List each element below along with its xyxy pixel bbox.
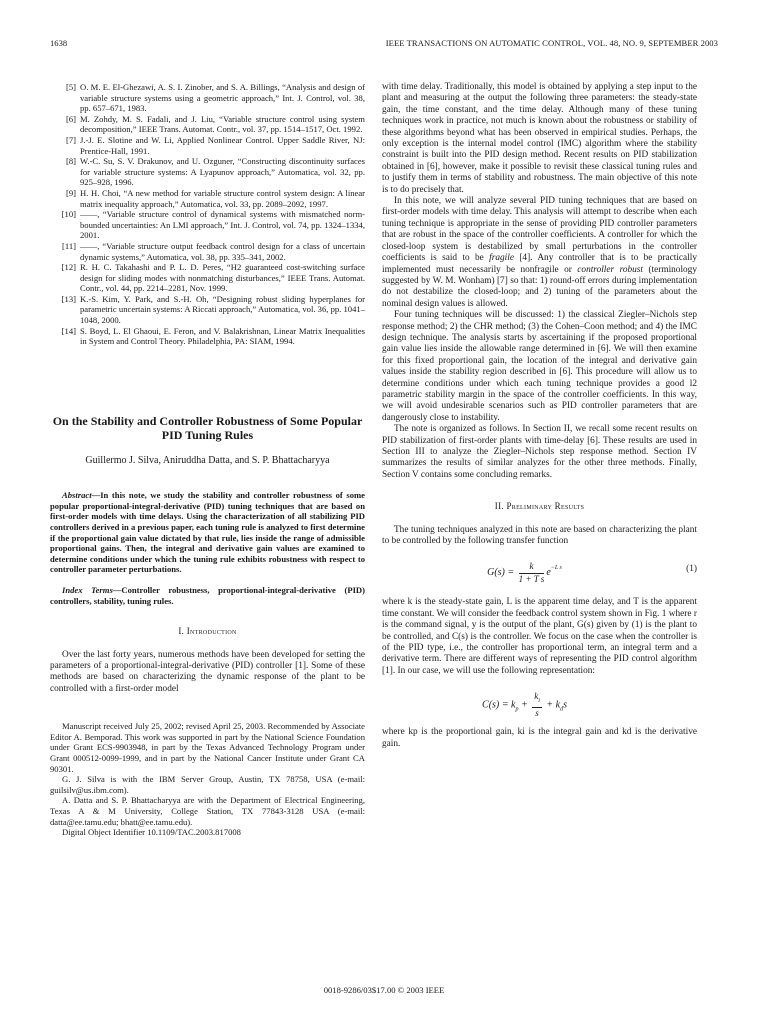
intro-paragraph: Over the last forty years, numerous methods have been developed for setting the parameters of a proportional-integral-derivative (PID) controller [1]. Some of these methods are based on characterizing the dynamic response of the plant to be controlled with a first-order model [50,649,365,694]
reference-list [50,82,365,347]
section-heading: II. Preliminary Results [494,501,585,512]
index-terms-label: Index Terms— [62,585,122,595]
footnotes [50,721,365,838]
index-terms-text: Controller robustness, proportional-integral-derivative (PID) controllers, stability, tuning rules. [50,585,366,606]
equation-body: $C(s) = k_p$ + $\frac{k_i}{s}$ + $k_ds$ [482,691,567,719]
reference-item: [6] M. Zohdy, M. S. Fadali, and J. Liu, “Variable structure control using system decomposition,” IEEE Trans. Automat. Contr., vol. 37, pp. 1514–1517, Oct. 1992. [65,113,365,135]
equation-2 [382,685,697,719]
reference-item: [14] S. Boyd, L. El Ghaoui, E. Feron, and V. Balakrishnan, Linear Matrix Inequalities in System and Control Theory. Philadelphia, PA: SIAM, 1994. [61,325,365,347]
page-header [50,38,718,52]
reference-item: [10] ——, “Variable structure control of dynamical systems with mismatched norm-bounded uncertainties: An LMI approach,” Int. J. Control, vol. 74, pp. 1324–1334, 2001. [61,209,365,241]
reference-item: [11] ——, “Variable structure output feedback control design for a class of uncertain dynamic systems,” Automatica, vol. 38, pp. 335–341, 2002. [62,240,365,262]
page-number: 1638 [50,38,68,48]
body-paragraph: In this note, we will analyze several PID tuning techniques that are based on first-order models with time delay. This analysis will attempt to describe when each tuning technique is appropriate in the sense of providing PID controller parameters that are robust in the space of the controller coefficients. A controller for which the closed-loop system is destabilized by small perturbations in the controller coefficients is said to be fragile [4]. Any controller that is to be practically implemented must necessarily be nonfragile or controller robust (terminology suggested by W. M. Wonham) [7] so that: 1) round-off errors during implementation do not destabilize the closed-loop; and 2) tuning of the parameters about the nominal design values is allowed. [382,196,698,309]
journal-header: IEEE TRANSACTIONS ON AUTOMATIC CONTROL, VOL. 48, NO. 9, SEPTEMBER 2003 [385,38,718,48]
abstract-text: In this note, we study the stability and controller robustness of some popular proportional-integral-derivative (PID) tuning techniques that are based on first-order models with time delays. Using the characterization of all stabilizing PID controllers derived in a previous paper, each tuning rule is analyzed to first determine if the proportional gain value dictated by that rule, lies inside the range of admissible proportional gains. Then, the integral and derivative gain values are examined to determine conditions under which the tuning rule exhibits robustness with respect to controller parameter perturbations. [50,490,365,575]
left-column [50,82,365,838]
footnote: Manuscript received July 25, 2002; revised April 25, 2003. Recommended by Associate Editor A. Bemporad. This work was supported in part by the National Science Foundation under Grant ECS-9903948, in part by the Texas Advanced Technology Program under Grant 000512-0099-1999, and in part by the National Cancer Institute under Grant CA 90301. [50,721,365,774]
abstract-label: Abstract— [62,490,101,501]
equation-number: (1) [686,564,697,575]
equation-1 [382,555,697,589]
section-heading: I. Introduction [178,626,237,637]
footnote: G. J. Silva is with the IBM Server Group, Austin, TX 78758, USA (e-mail: guilsilv@us.ibm.com). [50,774,365,795]
body-paragraph: where k is the steady-state gain, L is the apparent time delay, and T is the apparent time constant. We will consider the feedback control system shown in Fig. 1 where r is the command signal, y is the output of the plant, G(s) given by (1) is the plant to be controlled, and C(s) is the controller. We focus on the case when the controller is of the PID type, i.e., the controller has proportional term, an integral term and a derivative term. There are different ways of representing the PID control algorithm [1]. In our case, we will use the following representation: [382,597,697,676]
footnote: A. Datta and S. P. Bhattacharyya are with the Department of Electrical Engineering, Texas A & M University, College Station, TX 77843-3128 USA (e-mail: datta@ee.tamu.edu; bhatt@ee.tamu.edu). [50,795,365,827]
body-paragraph: where kp is the proportional gain, ki is the integral gain and kd is the derivative gain. [382,727,697,749]
reference-item: [8] W.-C. Su, S. V. Drakunov, and U. Ozguner, “Constructing discontinuity surfaces for variable structure systems: A Lyapunov approach,” Automatica, vol. 32, pp. 925–928, 1996. [65,156,365,188]
paper-title: On the Stability and Controller Robustness of Some Popular PID Tuning Rules [52,413,363,443]
reference-item: [12] R. H. C. Takahashi and P. L. D. Peres, “H2 guaranteed cost-switching surface design for sliding modes with nonmatching disturbances,” IEEE Trans. Automat. Contr., vol. 44, pp. 2214–2281, Nov. 1999. [61,262,365,294]
paper-authors: Guillermo J. Silva, Aniruddha Datta, and S. P. Bhattacharyya [85,454,330,466]
reference-item: [9] H. H. Choi, “A new method for variable structure control system design: A linear matrix inequality approach,” Automatica, vol. 33, pp. 2089–2092, 1997. [65,187,365,209]
right-column [382,82,697,750]
reference-item: [5] O. M. E. El-Ghezawi, A. S. I. Zinober, and S. A. Billings, “Analysis and design of variable structure systems using a geometric approach,” Int. J. Control, vol. 38, pp. 657–671, 1983. [65,82,365,114]
body-paragraph: with time delay. Traditionally, this model is obtained by applying a step input to the plant and measuring at the output the following three parameters: the steady-state gain, the time constant, and the time delay. Although many of these tuning techniques work in practice, not much is known about the robustness or stability of these algorithms beyond what has been observed in empirical studies. Perhaps, the only exception is the internal model control (IMC) algorithm where the stability constraint is built into the PID design method. Recent results on PID stabilization obtained in [6], however, make it possible to revisit these classical tuning rules and to justify them in terms of stability and robustness. The main objective of this note is to do precisely that. [382,82,697,195]
page-footer: 0018-9286/03$17.00 © 2003 IEEE [323,985,445,995]
body-paragraph: The tuning techniques analyzed in this note are based on characterizing the plant to be controlled by the following transfer function [382,524,697,547]
reference-item: [13] K.-S. Kim, Y. Park, and S.-H. Oh, “Designing robust sliding hyperplanes for parametric uncertain systems: A Riccati approach,” Automatica, vol. 36, pp. 1041–1048, 2000. [61,293,365,326]
equation-body: G(s) = $\frac{k}{\text{1 + T s}}$ $e^{-L s}$ [487,561,562,584]
body-paragraph: Four tuning techniques will be discussed: 1) the classical Ziegler–Nichols step response method; 2) the CHR method; (3) the Cohen–Coon method; and 4) the IMC design technique. The analysis starts by ascertaining if the proposed proportional gain value lies inside the allowable range determined in [6]. We will then examine for this fixed proportional gain, the location of the integral and derivative gain values inside the stability region described in [6]. This procedure will allow us to determine conditions under which each tuning technique provides a good l2 parametric stability margin in the space of the controller coefficients. In this way, we will avoid undesirable scenarios such as PID controller parameters that are dangerously close to instability. [382,310,697,423]
footnote: Digital Object Identifier 10.1109/TAC.2003.817008 [62,827,241,838]
index-terms [50,585,365,606]
reference-item: [7] J.-J. E. Slotine and W. Li, Applied Nonlinear Control. Upper Saddle River, NJ: Prentice-Hall, 1991. [65,134,365,156]
body-paragraph: The note is organized as follows. In Section II, we recall some recent results on PID stabilization of first-order plants with time-delay [6]. These results are used in Section III to analyze the Ziegler–Nichols step response method. Section IV summarizes the results of similar analyzes for the other three methods. Finally, Section V contains some concluding remarks. [382,424,697,480]
abstract [50,490,365,575]
